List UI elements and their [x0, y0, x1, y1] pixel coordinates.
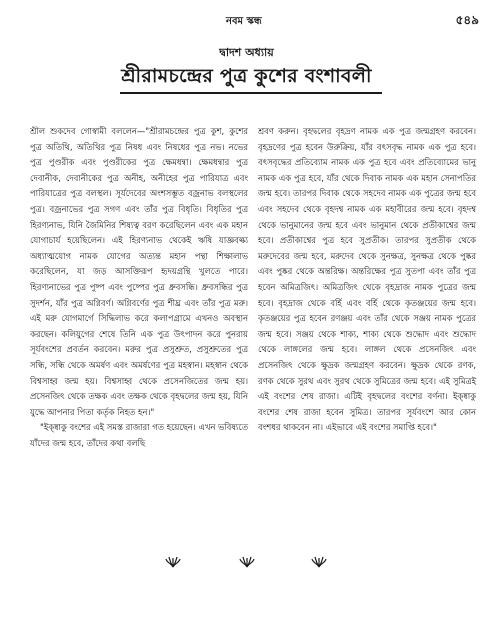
lotus-flourish-icon — [239, 556, 255, 568]
paragraph: শ্রবণ করুন। বৃহদ্বলের বৃহদ্রণ নামক এক পুত্র জন্মগ্রহণ করবেন। বৃহদ্রণের পুত্র হবেন উরুক্রিয়, যাঁর বৎসবৃদ্ধ নামক এক পুত্র হবে। বৎসবৃদ্ধের প্রতিব্যোম নামক এক পুত্র হবে এবং প্রতিব্যোমের ভানু নামক এক পুত্র হবে, যাঁর থেকে দিবাক নামক এক মহান সেনাপতির জন্ম হবে। তারপর দিবাক থেকে সহদেব নামক এক পুত্রের জন্ম হবে এবং সহদেব থেকে বৃহদশ্ব নামক এক মহাবীরের জন্ম হবে। বৃহদশ্ব থেকে ভানুমানের জন্ম হবে এবং ভানুমান থেকে প্রতীকাশ্বের জন্ম হবে। প্রতীকাশ্বের পুত্র হবে সুপ্রতীক। তারপর সুপ্রতীক থেকে মরুদেবের জন্ম হবে, মরুদেব থেকে সুনক্ষত্র, সুনক্ষত্র থেকে পুষ্কর এবং পুষ্কর থেকে অন্তরিক্ষ। অন্তরিক্ষের পুত্র সুতপা এবং তাঁর পুত্র হবেন অমিত্রজিৎ। অমিত্রজিৎ থেকে বৃহদ্রাজ নামক পুত্রের জন্ম হবে। বৃহদ্রাজ থেকে বর্হি এবং বর্হি থেকে কৃতঞ্জয়ের জন্ম হবে। কৃতঞ্জয়ের পুত্র হবেন রণঞ্জয় এবং তাঁর থেকে সঞ্জয় নামক পুত্রের জন্ম হবে। সঞ্জয় থেকে শাক্য, শাক্য থেকে শুদ্ধোদ এবং শুদ্ধোদ থেকে লাঙ্গলের জন্ম হবে। লাঙ্গল থেকে প্রসেনজিৎ এবং প্রসেনজিৎ থেকে ক্ষুদ্রক জন্মগ্রহণ করবেন। ক্ষুদ্রক থেকে রণক, রণক থেকে সুরথ এবং সুরথ থেকে সুমিত্রের জন্ম হবে। এই সুমিত্রই এই বংশের শেষ রাজা। এটিই বৃহদ্বলের বংশের বর্ণনা। ইক্ষ্বাকু বংশের শেষ রাজা হবেন সুমিত্র। তারপর সূর্যবংশে আর কোন বংশধর থাকবেন না। এইভাবে এই বংশের সমাপ্তি হবে।" — [258, 126, 476, 433]
lotus-flourish-icon — [165, 556, 181, 568]
end-ornaments — [0, 556, 493, 572]
right-column — [258, 124, 476, 436]
canto-label: নবম স্কন্ধ — [226, 16, 262, 27]
running-head — [0, 12, 493, 28]
chapter-title: শ্রীরামচন্দ্রের পুত্র কুশের বংশাবলী — [121, 65, 372, 87]
lotus-flourish-icon — [311, 556, 327, 568]
paragraph: "ইক্ষ্বাকু বংশের এই সমস্ত রাজারা গত হয়েছেন। এখন ভবিষ্যতে যাঁদের জন্ম হবে, তাঁদের কথা বলছি — [30, 422, 248, 448]
chapter-label: দ্বাদশ অধ্যায় — [219, 46, 274, 59]
title-underline — [120, 92, 382, 94]
left-column — [30, 124, 248, 451]
page-number: ৫৪৯ — [455, 13, 479, 27]
paragraph: শ্রীল শুকদেব গোস্বামী বললেন—"শ্রীরামচন্দ্রের পুত্র কুশ, কুশের পুত্র অতিথি, অতিথির পুত্র নিষধ এবং নিষধের পুত্র নভ। নভের পুত্র পুণ্ডরীক এবং পুণ্ডরীকের পুত্র ক্ষেমধন্বা। ক্ষেমধন্বার পুত্র দেবানীক, দেবানীকের পুত্র অনীহ, অনীহের পুত্র পারিযাত্র এবং পারিযাত্রের পুত্র বলস্থল। সূর্যদেবের অংশসম্ভূত বজ্রনাভ বলস্থলের পুত্র। বজ্রনাভের পুত্র সগণ এবং তাঁর পুত্র বিধৃতি। বিধৃতির পুত্র হিরণ্যনাভ, যিনি জৈমিনির শিষ্যত্ব বরণ করেছিলেন এবং এক মহান যোগাচার্য হয়েছিলেন। এই হিরণ্যনাভ থেকেই ঋষি যাজ্ঞবল্ক্য অধ্যাত্মযোগ নামক যোগের অত্যন্ত মহান পন্থা শিক্ষালাভ করেছিলেন, যা জড় আসক্তিরূপ হৃদয়গ্রন্থি খুলতে পারে। হিরণ্যনাভের পুত্র পুষ্প এবং পুষ্পের পুত্র ধ্রুবসন্ধি। ধ্রুবসন্ধির পুত্র সুদর্শন, যাঁর পুত্র অগ্নিবর্ণ। অগ্নিবর্ণের পুত্র শীঘ্র এবং তাঁর পুত্র মরু। এই মরু যোগমার্গে সিদ্ধিলাভ করে কলাপগ্রামে এখনও অবস্থান করছেন। কলিযুগের শেষে তিনি এক পুত্র উৎপাদন করে পুনরায় সূর্যবংশের প্রবর্তন করবেন। মরুর পুত্র প্রসুশ্রুত, প্রসুশ্রুতের পুত্র সন্ধি, সন্ধি থেকে অমর্ষণ এবং অমর্ষণের পুত্র মহস্বান। মহস্বান থেকে বিশ্বসাহ্ব জন্ম হয়। বিশ্বসাহ্ব থেকে প্রসেনজিতের জন্ম হয়। প্রসেনজিৎ থেকে তক্ষক এবং তক্ষক থেকে বৃহদ্বলের জন্ম হয়, যিনি যুদ্ধে আপনার পিতা কর্তৃক নিহত হন।" — [30, 126, 248, 417]
